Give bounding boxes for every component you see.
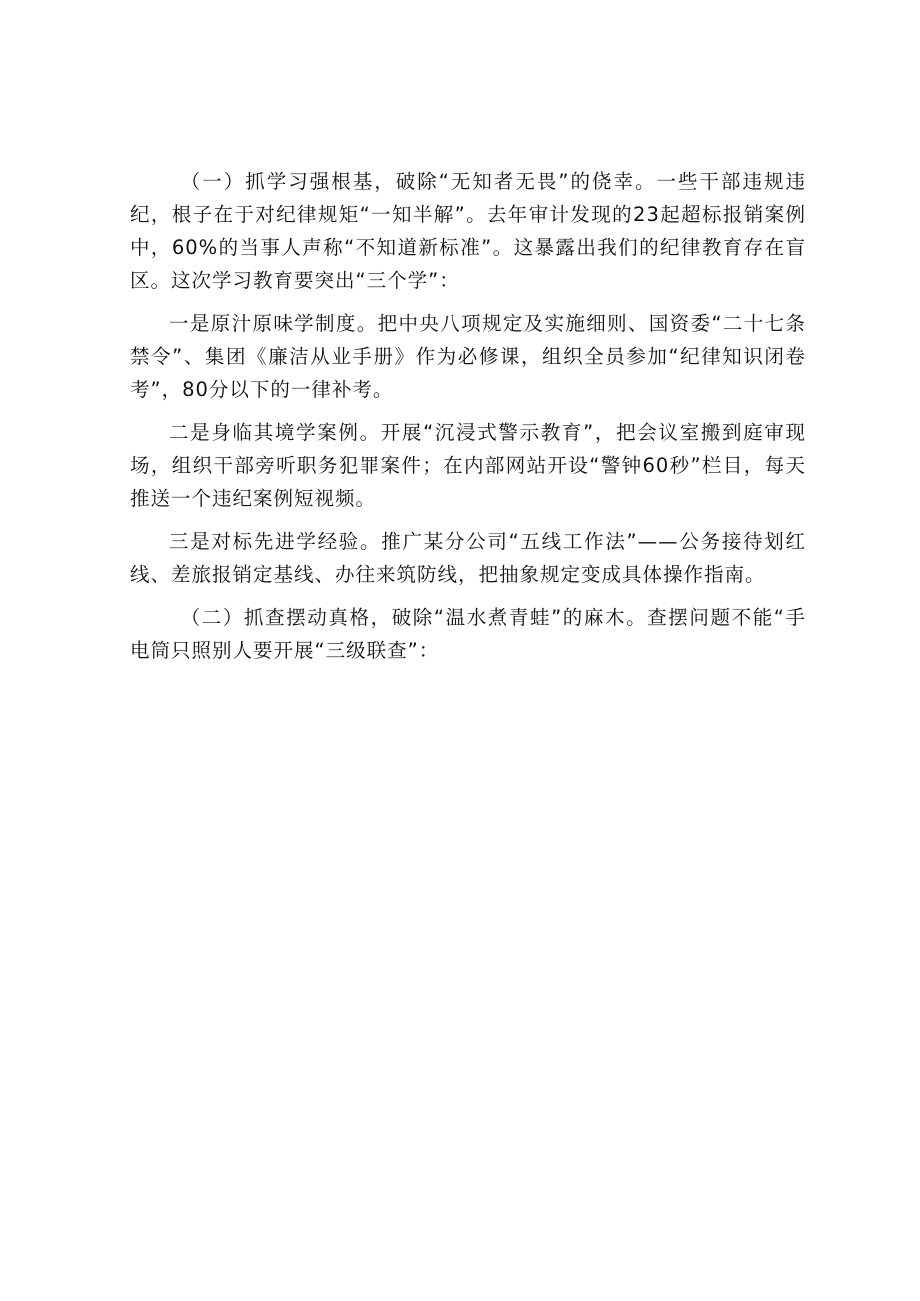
study-regulations-paragraph: 一是原汁原味学制度。把中央八项规定及实施细则、国资委“二十七条禁令”、集团《廉洁从业手册》作为必修课，组织全员参加“纪律知识闭卷考”，80分以下的一律补考。 (130, 312, 806, 401)
section-two-paragraph: （二）抓查摆动真格，破除“温水煮青蛙”的麻木。查摆问题不能“手电筒只照别人要开展“三级联查”： (130, 606, 806, 662)
study-experience-paragraph: 三是对标先进学经验。推广某分公司“五线工作法”——公务接待划红线、差旅报销定基线、办往来筑防线，把抽象规定变成具体操作指南。 (130, 530, 806, 586)
document-body (130, 165, 806, 667)
study-cases-paragraph: 二是身临其境学案例。开展“沉浸式警示教育”，把会议室搬到庭审现场，组织干部旁听职务犯罪案件；在内部网站开设“警钟60秒”栏目，每天推送一个违纪案例短视频。 (130, 421, 806, 510)
section-one-paragraph: （一）抓学习强根基，破除“无知者无畏”的侥幸。一些干部违规违纪，根子在于对纪律规矩“一知半解”。去年审计发现的23起超标报销案例中，60%的当事人声称“不知道新标准”。这暴露出我们的纪律教育存在盲区。这次学习教育要突出“三个学”： (130, 170, 806, 292)
